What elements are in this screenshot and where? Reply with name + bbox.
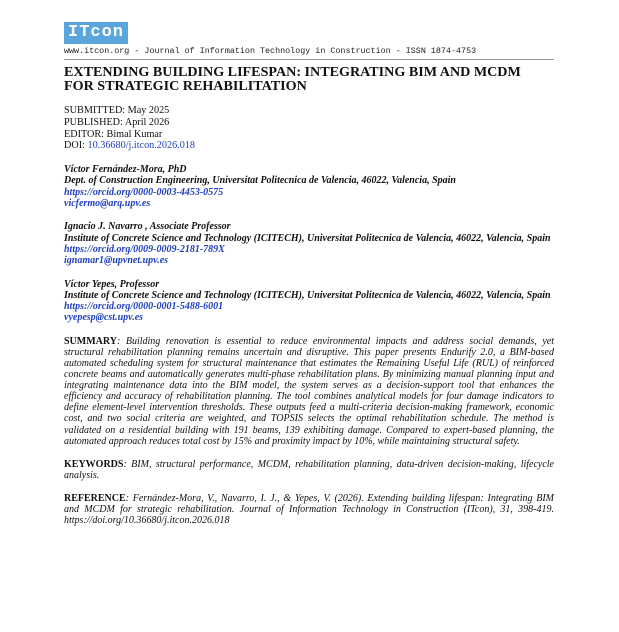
author-affiliation: Institute of Concrete Science and Technology (ICITECH), Universitat Politecnica de Valencia, 46022, Valencia, Spain <box>64 232 551 244</box>
author-affiliation: Dept. of Construction Engineering, Universitat Politecnica de Valencia, 46022, Valencia, Spain <box>64 175 456 187</box>
author-affiliation: Institute of Concrete Science and Technology (ICITECH), Universitat Politecnica de Valencia, 46022, Valencia, Spain <box>64 289 551 301</box>
keywords-text: : BIM, structural performance, MCDM, rehabilitation planning, data-driven decision-making, lifecycle analysis. <box>64 458 554 481</box>
author-email-link[interactable]: vyepesp@cst.upv.es <box>64 312 144 324</box>
summary-paragraph <box>64 336 554 447</box>
author-name: Ignacio J. Navarro , Associate Professor <box>64 221 231 233</box>
summary-label: SUMMARY <box>64 335 117 347</box>
author-orcid-link[interactable]: https://orcid.org/0000-0001-5488-6001 <box>64 301 224 313</box>
doi-label: DOI: <box>64 140 88 152</box>
journal-line: www.itcon.org - Journal of Information Technology in Construction - ISSN 1874-4753 <box>64 46 554 60</box>
reference-paragraph <box>64 493 554 526</box>
doi-link[interactable]: 10.36680/j.itcon.2026.018 <box>87 140 196 152</box>
header <box>64 22 554 60</box>
author-name: Víctor Fernández-Mora, PhD <box>64 164 187 176</box>
itcon-logo[interactable]: ITcon <box>64 22 128 44</box>
summary-text: : Building renovation is essential to reduce environmental impacts and address social demands, yet structural rehabilitation planning remains uncertain and disruptive. This paper presents Endurify 2.0, a BIM-based automated scheduling system for structural maintenance that estimates the Remaining Useful Life (RUL) of reinforced concrete beams and automatically generates multi-phase rehabilitation plans. By minimizing manual planning input and integrating maintenance data into the BIM model, the system serves as a decision-support tool that enhances the efficiency and accuracy of rehabilitation planning. The tool combines analytical models for four damage indicators to define element-level intervention thresholds. These outputs feed a multi-criteria decision-making framework, economic cost, and two social criteria are weighted, and TOPSIS selects the optimal rehabilitation schedule. The method is validated on a residential building with 191 beams, 139 exhibiting damage. Compared to expert-based planning, the automated approach reduces total cost by 15% and proximity impact by 10%, while maintaining structural safety. <box>64 335 554 447</box>
publication-meta <box>64 105 554 152</box>
author-email-link[interactable]: vicfermo@arq.upv.es <box>64 198 151 210</box>
reference-text: : Fernández-Mora, V., Navarro, I. J., & Yepes, V. (2026). Extending building lifespan: Integrating BIM and MCDM for strategic rehabilitation. Journal of Information Technology in Construction (ITcon), 31, 398-419. https://doi.org/10.36680/j.itcon.2026.018 <box>64 492 554 527</box>
editor: EDITOR: Bimal Kumar <box>64 128 163 140</box>
author-block <box>64 164 554 209</box>
author-orcid-link[interactable]: https://orcid.org/0000-0003-4453-0575 <box>64 186 224 198</box>
author-block <box>64 221 554 266</box>
paper-page <box>64 22 554 526</box>
author-name: Víctor Yepes, Professor <box>64 278 160 290</box>
doi-line <box>64 140 554 152</box>
submitted-date: SUBMITTED: May 2025 <box>64 105 170 116</box>
author-orcid-link[interactable]: https://orcid.org/0009-0009-2181-789X <box>64 243 225 255</box>
author-block <box>64 279 554 324</box>
keywords-paragraph <box>64 459 554 481</box>
published-date: PUBLISHED: April 2026 <box>64 116 170 128</box>
reference-label: REFERENCE <box>64 492 126 504</box>
paper-title: EXTENDING BUILDING LIFESPAN: INTEGRATING BIM AND MCDM FOR STRATEGIC REHABILITATION <box>64 64 521 94</box>
keywords-label: KEYWORDS <box>64 458 124 470</box>
author-email-link[interactable]: ignamar1@upvnet.upv.es <box>64 255 169 267</box>
